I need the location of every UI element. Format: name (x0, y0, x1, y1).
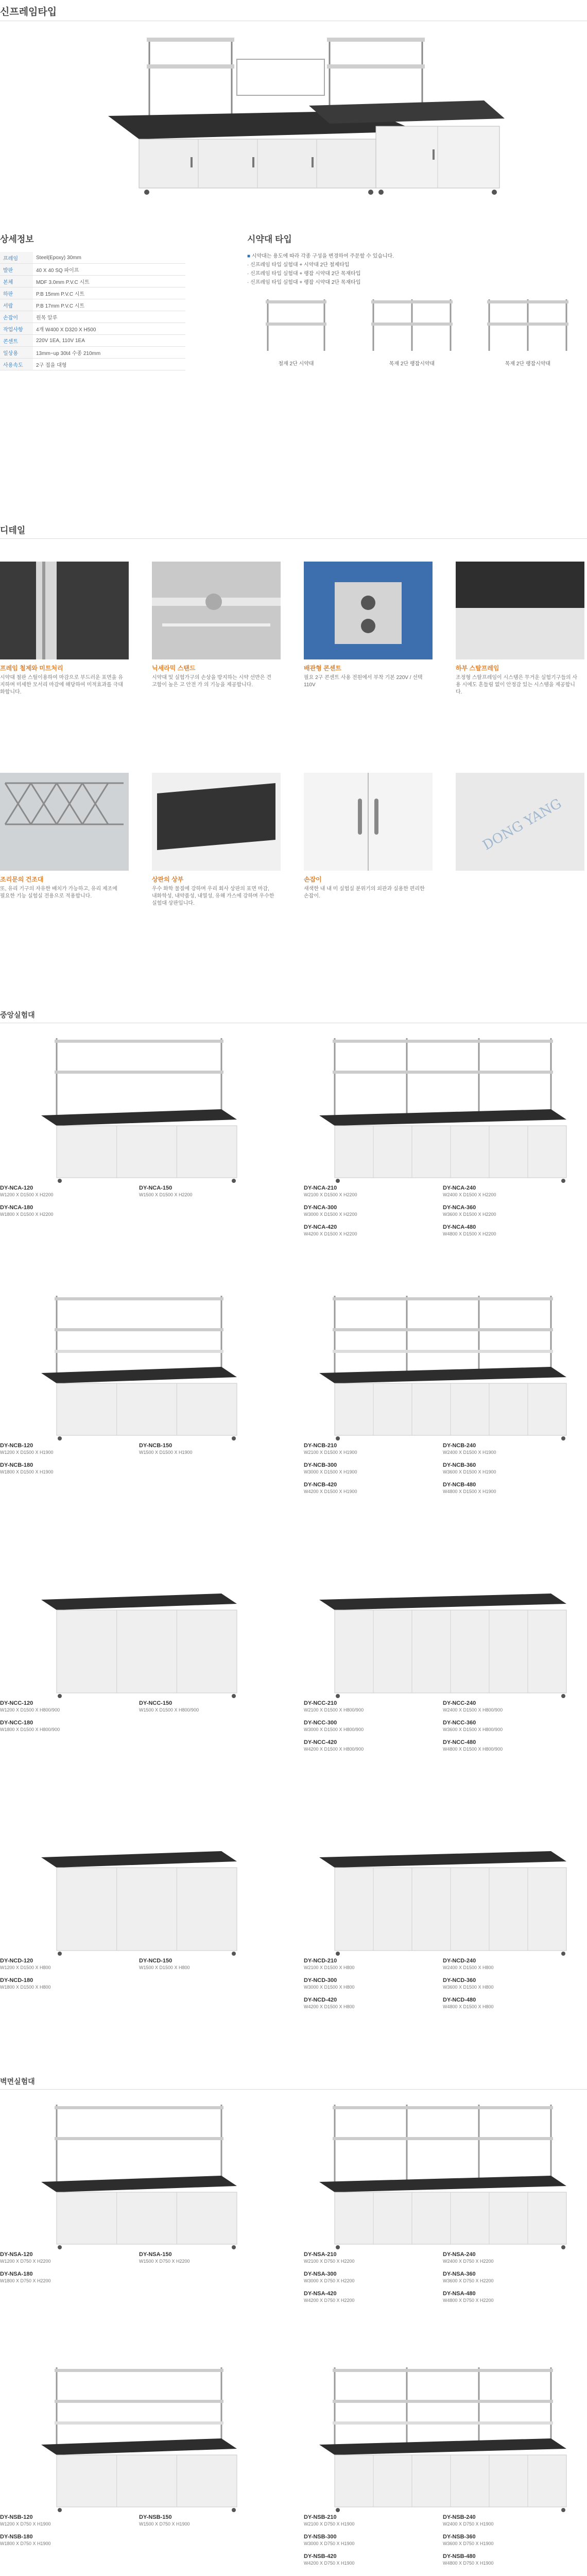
model-dimension: W3600 X D1500 X H1900 (443, 1469, 496, 1475)
model-dimension: W1500 X D1500 X H800 (139, 1965, 190, 1970)
product-image (31, 1803, 299, 1958)
model-name: DY-NSA-480 (443, 2291, 476, 2297)
detail-card (304, 562, 433, 689)
detail-handle-image (304, 773, 433, 871)
model-name: DY-NCC-150 (139, 1700, 172, 1706)
spec-key: 사용속도 (0, 359, 33, 370)
model-dimension: W2400 X D1500 X H800 (443, 1965, 494, 1970)
spec-row (0, 359, 185, 370)
model-name: DY-NCD-300 (304, 1977, 337, 1984)
detail-logo-panel-image (456, 773, 584, 871)
model-name: DY-NCB-300 (304, 1462, 337, 1468)
model-name: DY-NSB-120 (0, 2514, 33, 2520)
spec-key: 하판 (0, 287, 33, 299)
model-name: DY-NCD-480 (443, 1997, 476, 2003)
hero-lab-bench-image (62, 28, 515, 204)
detail-card (456, 773, 584, 871)
shelf-type-caption: 목재 2단 랭잡시약대 (389, 361, 435, 367)
spec-row (0, 299, 185, 311)
model-name: DY-NSA-150 (139, 2251, 172, 2258)
shelf-type-caption: 목재 2단 랭잡시약대 (505, 361, 551, 367)
spec-value: Steel(Epoxy) 30mm (33, 252, 185, 264)
model-name: DY-NCD-120 (0, 1958, 33, 1964)
model-dimension: W1500 X D750 X H2200 (139, 2259, 190, 2264)
model-dimension: W1500 X D1500 X H800/900 (139, 1707, 199, 1713)
model-name: DY-NSB-180 (0, 2534, 33, 2540)
model-name: DY-NCB-360 (443, 1462, 476, 1468)
spec-row (0, 347, 185, 359)
shelf-type-section (247, 232, 587, 371)
spec-key: 손잡이 (0, 311, 33, 323)
model-dimension: W4800 X D1500 X H800 (443, 2004, 494, 2009)
model-name: DY-NCB-150 (139, 1443, 172, 1449)
model-dimension: W3000 X D1500 X H2200 (304, 1212, 357, 1217)
model-name: DY-NSB-210 (304, 2514, 337, 2520)
model-name: DY-NCA-210 (304, 1185, 337, 1191)
spec-row (0, 323, 185, 335)
model-dimension: W2400 X D1500 X H800/900 (443, 1707, 503, 1713)
model-dimension: W4800 X D750 X H2200 (443, 2298, 494, 2303)
spec-key: 프레임 (0, 252, 33, 264)
model-dimension: W1800 X D1500 X H800 (0, 1985, 51, 1990)
model-dimension: W1800 X D1500 X H2200 (0, 1212, 54, 1217)
model-name: DY-NCB-120 (0, 1443, 33, 1449)
model-dimension: W4200 X D1500 X H800/900 (304, 1747, 364, 1752)
model-dimension: W3000 X D1500 X H800/900 (304, 1727, 364, 1732)
model-dimension: W1800 X D1500 X H1900 (0, 1469, 54, 1475)
spec-key: 콘센트 (0, 335, 33, 347)
model-name: DY-NSA-240 (443, 2251, 476, 2258)
model-name: DY-NSA-300 (304, 2271, 337, 2277)
model-dimension: W1200 X D1500 X H800 (0, 1965, 51, 1970)
model-dimension: W2100 X D1500 X H800 (304, 1965, 355, 1970)
spec-value: 13mm~up 30t4 수종 210mm (33, 347, 185, 359)
model-dimension: W2100 X D1500 X H1900 (304, 1450, 357, 1455)
spec-key: 본체 (0, 276, 33, 287)
detail-card (0, 562, 129, 696)
model-dimension: W3600 X D750 X H2200 (443, 2278, 494, 2283)
model-name: DY-NCC-360 (443, 1720, 476, 1726)
model-name: DY-NCC-120 (0, 1700, 33, 1706)
model-name: DY-NSB-150 (139, 2514, 172, 2520)
spec-value: MDF 3.0mm P.V.C 시트 (33, 276, 185, 287)
model-dimension: W1500 X D1500 X H2200 (139, 1192, 193, 1197)
product-image (309, 1546, 577, 1700)
model-dimension: W4800 X D1500 X H2200 (443, 1231, 496, 1236)
model-dimension: W1200 X D1500 X H800/900 (0, 1707, 60, 1713)
model-name: DY-NSA-210 (304, 2251, 337, 2258)
model-dimension: W4200 X D1500 X H2200 (304, 1231, 357, 1236)
model-name: DY-NCD-420 (304, 1997, 337, 2003)
model-name: DY-NCB-480 (443, 1482, 476, 1488)
model-name: DY-NCC-210 (304, 1700, 337, 1706)
model-dimension: W4200 X D1500 X H1900 (304, 1489, 357, 1494)
shelf-type-note: ■ 시약대는 용도에 따라 각종 구성을 변경하여 주문할 수 있습니다. (247, 252, 587, 261)
spec-row (0, 335, 185, 347)
model-name: DY-NSB-480 (443, 2553, 476, 2560)
detail-title: 디테일 (0, 526, 26, 535)
detail-card (304, 773, 433, 900)
product-image (309, 1030, 577, 1185)
model-name: DY-NCB-240 (443, 1443, 476, 1449)
model-dimension: W1800 X D1500 X H800/900 (0, 1727, 60, 1732)
model-dimension: W1500 X D1500 X H1900 (139, 1450, 193, 1455)
spec-table (0, 252, 185, 370)
detail-card-title: 상판의 상부 (152, 876, 184, 883)
model-dimension: W3000 X D1500 X H1900 (304, 1469, 357, 1475)
product-image (31, 1546, 299, 1700)
model-dimension: W1500 X D750 X H1900 (139, 2521, 190, 2527)
svg-text:DONG YANG: DONG YANG (480, 795, 564, 854)
model-dimension: W4800 X D1500 X H800/900 (443, 1747, 503, 1752)
detail-card (152, 773, 281, 907)
model-dimension: W3600 X D1500 X H2200 (443, 1212, 496, 1217)
model-name: DY-NCD-240 (443, 1958, 476, 1964)
model-dimension: W2100 X D1500 X H800/900 (304, 1707, 364, 1713)
detail-dryer-image (0, 773, 129, 871)
model-name: DY-NCA-120 (0, 1185, 33, 1191)
shelf-type-figure (479, 294, 577, 368)
shelf-type-figure (363, 294, 461, 368)
model-dimension: W1200 X D750 X H2200 (0, 2259, 51, 2264)
model-dimension: W3600 X D1500 X H800 (443, 1985, 494, 1990)
center-bench-title: 중앙실험대 (0, 1011, 35, 1019)
model-name: DY-NCB-210 (304, 1443, 337, 1449)
model-dimension: W2400 X D1500 X H1900 (443, 1450, 496, 1455)
detail-stand-image (152, 562, 281, 659)
model-name: DY-NCA-240 (443, 1185, 476, 1191)
wall-bench-title: 벽면실험대 (0, 2077, 35, 2086)
model-name: DY-NCA-300 (304, 1205, 337, 1211)
model-dimension: W2100 X D750 X H2200 (304, 2259, 355, 2264)
spec-value: 4개 W400 X D320 X H500 (33, 323, 185, 335)
model-name: DY-NCC-420 (304, 1739, 337, 1745)
detail-card-title: 하부 스탈프레임 (456, 665, 499, 672)
model-dimension: W1200 X D1500 X H1900 (0, 1450, 54, 1455)
model-name: DY-NSB-360 (443, 2534, 476, 2540)
product-image (31, 2097, 299, 2251)
spec-row (0, 276, 185, 287)
detail-card-title: 손잡이 (304, 876, 322, 883)
model-name: DY-NSB-240 (443, 2514, 476, 2520)
model-dimension: W1800 X D750 X H1900 (0, 2541, 51, 2546)
spec-value: 원목 알루 (33, 311, 185, 323)
detail-card-title: 조리문의 건조대 (0, 876, 44, 883)
detail-base-frame-image (456, 562, 584, 659)
spec-title: 상세정보 (0, 234, 34, 244)
detail-card-desc: 필요 2구 콘센트 사용 전원에서 부착 기본 220V / 선택 110V (304, 675, 423, 688)
model-dimension: W4800 X D750 X H1900 (443, 2561, 494, 2566)
model-dimension: W2400 X D1500 X H2200 (443, 1192, 496, 1197)
model-name: DY-NCD-150 (139, 1958, 172, 1964)
spec-key: 서랍 (0, 299, 33, 311)
model-name: DY-NCC-180 (0, 1720, 33, 1726)
detail-card (152, 562, 281, 689)
detail-card (0, 773, 129, 900)
model-dimension: W3000 X D750 X H2200 (304, 2278, 355, 2283)
detail-frame-image (0, 562, 129, 659)
model-name: DY-NSA-360 (443, 2271, 476, 2277)
model-dimension: W4200 X D1500 X H800 (304, 2004, 355, 2009)
model-name: DY-NCA-150 (139, 1185, 172, 1191)
model-name: DY-NCD-360 (443, 1977, 476, 1984)
model-name: DY-NCA-420 (304, 1224, 337, 1230)
model-dimension: W1200 X D1500 X H2200 (0, 1192, 54, 1197)
model-dimension: W3600 X D1500 X H800/900 (443, 1727, 503, 1732)
model-dimension: W4200 X D750 X H2200 (304, 2298, 355, 2303)
detail-card (456, 562, 584, 696)
spec-value: 2구 접을 대형 (33, 359, 185, 370)
model-name: DY-NSA-120 (0, 2251, 33, 2258)
shelf-type-note: · 신프레임 타입 실험대 + 랭잡 시약대 2단 목재타입 (247, 278, 587, 287)
model-name: DY-NCB-180 (0, 1462, 33, 1468)
spec-value: P.B 15mm P.V.C 시트 (33, 287, 185, 299)
model-name: DY-NCB-420 (304, 1482, 337, 1488)
spec-row (0, 264, 185, 276)
model-dimension: W2100 X D1500 X H2200 (304, 1192, 357, 1197)
detail-card-desc: 새색한 내 내 미 실험실 분위기의 외관과 실용한 편리한 손잡이. (304, 886, 425, 899)
model-name: DY-NSB-420 (304, 2553, 337, 2560)
spec-value: 40 X 40 SQ 파이프 (33, 264, 185, 276)
detail-card-desc: 또, 유리 기구의 자유한 배치가 가능하고, 유리 제조에 필요한 기능 실험실 전용으로 적용합니다. (0, 886, 117, 899)
spec-value: 220V 1EA, 110V 1EA (33, 335, 185, 347)
model-dimension: W1200 X D750 X H1900 (0, 2521, 51, 2527)
model-name: DY-NSB-300 (304, 2534, 337, 2540)
detail-card-title: 배관형 콘센트 (304, 665, 341, 672)
spec-key: 작업사항 (0, 323, 33, 335)
shelf-type-caption: 철재 2단 시약대 (278, 361, 314, 367)
model-name: DY-NCD-210 (304, 1958, 337, 1964)
detail-card-desc: 시약대 철판 스틸이용하여 마감으로 부드러운 표면을 유지하며 미세한 모서리 마감에 해당하여 미적효과를 극대화합니다. (0, 675, 123, 695)
spec-row (0, 287, 185, 299)
spec-section (0, 232, 185, 370)
product-image (31, 2360, 299, 2514)
detail-outlet-image (304, 562, 433, 659)
model-dimension: W1800 X D750 X H2200 (0, 2278, 51, 2283)
spec-key: 일상용 (0, 347, 33, 359)
product-image (309, 1803, 577, 1958)
spec-row (0, 311, 185, 323)
model-dimension: W3000 X D750 X H1900 (304, 2541, 355, 2546)
product-image (309, 1288, 577, 1443)
model-name: DY-NCA-360 (443, 1205, 476, 1211)
model-name: DY-NCD-180 (0, 1977, 33, 1984)
model-name: DY-NCC-240 (443, 1700, 476, 1706)
model-dimension: W2100 X D750 X H1900 (304, 2521, 355, 2527)
model-name: DY-NSA-180 (0, 2271, 33, 2277)
model-name: DY-NCC-300 (304, 1720, 337, 1726)
model-dimension: W4800 X D1500 X H1900 (443, 1489, 496, 1494)
model-dimension: W2400 X D750 X H2200 (443, 2259, 494, 2264)
model-name: DY-NSA-420 (304, 2291, 337, 2297)
page-title: 신프레임타입 (0, 7, 57, 18)
shelf-type-note: · 신프레임 타입 실험대 + 시약대 2단 철제타입 (247, 261, 587, 269)
shelf-type-figure (247, 294, 345, 368)
detail-card-desc: 우수 화학 물질에 강하며 우리 회사 상판의 표면 마감, 내화학성, 내약품성, 내열성, 유해 가스에 강하며 우수한 실험대 상판입니다. (152, 886, 274, 906)
wall-divider (0, 2089, 587, 2090)
detail-card-desc: 조정형 스탈프레임이 시스템은 무거운 실험기구들의 사용 시에도 흔들림 없이 안정감 있는 시스템을 제공합니다. (456, 675, 578, 695)
shelf-type-notes (247, 252, 587, 287)
model-dimension: W3600 X D750 X H1900 (443, 2541, 494, 2546)
shelf-type-note: · 신프레임 타입 실험대 + 랭잡 시약대 2단 목재타입 (247, 269, 587, 278)
model-dimension: W2400 X D750 X H1900 (443, 2521, 494, 2527)
detail-card-desc: 시약대 및 실험가구의 손상을 방지하는 시약 선반은 견고함이 높은 고 안전 가 의 기능을 제공합니다. (152, 675, 271, 688)
model-name: DY-NCC-480 (443, 1739, 476, 1745)
product-image (309, 2097, 577, 2251)
spec-key: 발판 (0, 264, 33, 276)
detail-card-title: 닉세라믹 스탠드 (152, 665, 196, 672)
detail-card-title: 프레임 철제와 미트처리 (0, 665, 63, 672)
model-name: DY-NCA-180 (0, 1205, 33, 1211)
model-dimension: W4200 X D750 X H1900 (304, 2561, 355, 2566)
shelf-type-title: 시약대 타입 (247, 234, 292, 244)
product-image (309, 2360, 577, 2514)
product-image (31, 1288, 299, 1443)
spec-row (0, 252, 185, 264)
product-image (31, 1030, 299, 1185)
model-name: DY-NCA-480 (443, 1224, 476, 1230)
detail-top-image (152, 773, 281, 871)
detail-divider (0, 538, 587, 539)
model-dimension: W3000 X D1500 X H800 (304, 1985, 355, 1990)
spec-value: P.B 17mm P.V.C 시트 (33, 299, 185, 311)
